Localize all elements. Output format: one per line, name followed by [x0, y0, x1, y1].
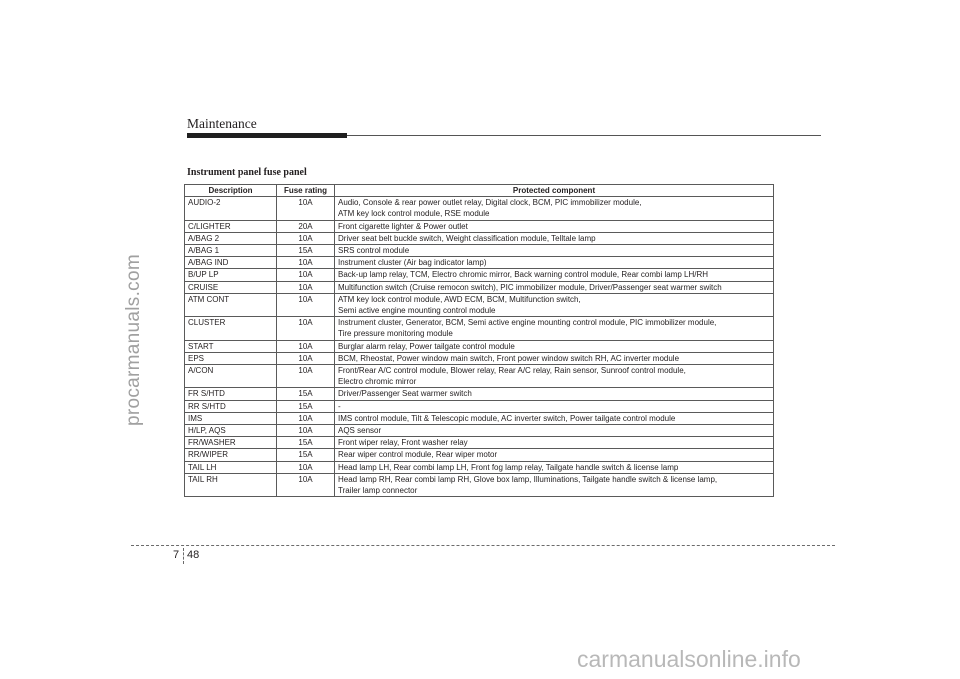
column-header-description: Description [185, 185, 277, 197]
fuse-description: CRUISE [185, 281, 277, 293]
fuse-rating: 10A [277, 197, 335, 220]
fuse-description: A/BAG IND [185, 257, 277, 269]
protected-component-line: SRS control module [338, 246, 410, 256]
protected-component-line: Driver/Passenger Seat warmer switch [338, 389, 472, 399]
fuse-description: EPS [185, 352, 277, 364]
protected-component [335, 293, 774, 316]
watermark-left: procarmanuals.com [123, 254, 144, 426]
protected-component [335, 257, 774, 269]
watermark-bottom: carmanualsonline.info [577, 646, 801, 672]
footer-divider [183, 548, 184, 564]
fuse-rating: 20A [277, 220, 335, 232]
protected-component-line: Audio, Console & rear power outlet relay, Digital clock, BCM, PIC immobilizer module, [338, 198, 642, 208]
protected-component [335, 281, 774, 293]
table-title: Instrument panel fuse panel [187, 167, 307, 178]
fuse-rating: 10A [277, 340, 335, 352]
fuse-rating: 10A [277, 317, 335, 340]
header-rule-line [347, 135, 821, 136]
protected-component [335, 449, 774, 461]
column-header-rating: Fuse rating [277, 185, 335, 197]
section-title: Maintenance [187, 116, 257, 131]
table-row [185, 340, 774, 352]
table-row [185, 232, 774, 244]
fuse-rating: 15A [277, 245, 335, 257]
page-number: 48 [187, 549, 200, 561]
table-row [185, 473, 774, 496]
protected-component [335, 245, 774, 257]
table-row [185, 245, 774, 257]
table-body [185, 197, 774, 497]
footer-rule [131, 545, 835, 546]
fuse-rating: 15A [277, 449, 335, 461]
fuse-description: ATM CONT [185, 293, 277, 316]
protected-component-line: Front cigarette lighter & Power outlet [338, 221, 468, 231]
table-row [185, 220, 774, 232]
fuse-description: B/UP LP [185, 269, 277, 281]
protected-component-line: Semi active engine mounting control module [338, 306, 496, 316]
table-row [185, 437, 774, 449]
fuse-rating: 10A [277, 269, 335, 281]
table-row [185, 317, 774, 340]
protected-component [335, 232, 774, 244]
table-row [185, 449, 774, 461]
protected-component-line: IMS control module, Tilt & Telescopic module, AC inverter switch, Power tailgate control module [338, 413, 676, 423]
table-row [185, 293, 774, 316]
protected-component [335, 317, 774, 340]
table-row [185, 257, 774, 269]
protected-component [335, 461, 774, 473]
fuse-rating: 10A [277, 257, 335, 269]
fuse-rating: 15A [277, 400, 335, 412]
protected-component [335, 365, 774, 388]
table-row [185, 412, 774, 424]
protected-component-line: Instrument cluster, Generator, BCM, Semi active engine mounting control module, PIC immobilizer module, [338, 318, 717, 328]
fuse-description: H/LP, AQS [185, 425, 277, 437]
protected-component-line: Tire pressure monitoring module [338, 329, 453, 339]
fuse-description: C/LIGHTER [185, 220, 277, 232]
protected-component-line: Electro chromic mirror [338, 377, 417, 387]
protected-component-line: Front wiper relay, Front washer relay [338, 438, 468, 448]
table-row [185, 461, 774, 473]
fuse-rating: 10A [277, 281, 335, 293]
protected-component-line: Head lamp LH, Rear combi lamp LH, Front fog lamp relay, Tailgate handle switch & license lamp [338, 462, 679, 472]
fuse-description: A/BAG 1 [185, 245, 277, 257]
protected-component-line: Trailer lamp connector [338, 486, 418, 496]
fuse-rating: 10A [277, 232, 335, 244]
fuse-description: FR S/HTD [185, 388, 277, 400]
protected-component [335, 388, 774, 400]
table-row [185, 365, 774, 388]
protected-component [335, 220, 774, 232]
fuse-rating: 10A [277, 461, 335, 473]
table-row [185, 425, 774, 437]
fuse-description: START [185, 340, 277, 352]
fuse-rating: 10A [277, 293, 335, 316]
fuse-rating: 10A [277, 425, 335, 437]
fuse-table [184, 184, 774, 497]
protected-component-line: Head lamp RH, Rear combi lamp RH, Glove box lamp, Illuminations, Tailgate handle switch & license lamp, [338, 474, 718, 484]
protected-component-line: BCM, Rheostat, Power window main switch, Front power window switch RH, AC inverter module [338, 353, 680, 363]
protected-component-line: ATM key lock control module, AWD ECM, BCM, Multifunction switch, [338, 294, 581, 304]
fuse-rating: 10A [277, 473, 335, 496]
column-header-component: Protected component [335, 185, 774, 197]
protected-component [335, 473, 774, 496]
page-chapter: 7 [173, 549, 180, 561]
protected-component [335, 400, 774, 412]
protected-component-line: Driver seat belt buckle switch, Weight classification module, Telltale lamp [338, 233, 596, 243]
fuse-rating: 10A [277, 352, 335, 364]
fuse-description: RR/WIPER [185, 449, 277, 461]
protected-component [335, 412, 774, 424]
table-row [185, 269, 774, 281]
protected-component [335, 340, 774, 352]
fuse-description: FR/WASHER [185, 437, 277, 449]
fuse-description: TAIL RH [185, 473, 277, 496]
protected-component-line: Multifunction switch (Cruise remocon switch), PIC immobilizer module, Driver/Passenger seat warmer switch [338, 282, 722, 292]
protected-component [335, 269, 774, 281]
protected-component [335, 437, 774, 449]
table-row [185, 281, 774, 293]
protected-component-line: Burglar alarm relay, Power tailgate control module [338, 341, 515, 351]
header-rule-accent [187, 133, 347, 138]
protected-component [335, 425, 774, 437]
table-header-row [185, 185, 774, 197]
fuse-description: A/BAG 2 [185, 232, 277, 244]
fuse-description: CLUSTER [185, 317, 277, 340]
fuse-rating: 15A [277, 437, 335, 449]
fuse-description: TAIL LH [185, 461, 277, 473]
fuse-rating: 10A [277, 365, 335, 388]
table-row [185, 400, 774, 412]
protected-component-line: AQS sensor [338, 426, 382, 436]
protected-component-line: Rear wiper control module, Rear wiper motor [338, 450, 498, 460]
table-row [185, 388, 774, 400]
fuse-rating: 10A [277, 412, 335, 424]
protected-component [335, 197, 774, 220]
protected-component-line: Instrument cluster (Air bag indicator lamp) [338, 258, 487, 268]
protected-component [335, 352, 774, 364]
fuse-description: AUDIO-2 [185, 197, 277, 220]
fuse-rating: 15A [277, 388, 335, 400]
fuse-description: RR S/HTD [185, 400, 277, 412]
header-rule [187, 133, 821, 138]
fuse-description: IMS [185, 412, 277, 424]
protected-component-line: ATM key lock control module, RSE module [338, 209, 490, 219]
table-row [185, 197, 774, 220]
protected-component-line: Back-up lamp relay, TCM, Electro chromic mirror, Back warning control module, Rear combi lamp LH/RH [338, 270, 709, 280]
fuse-description: A/CON [185, 365, 277, 388]
protected-component-line: Front/Rear A/C control module, Blower relay, Rear A/C relay, Rain sensor, Sunroof control module, [338, 366, 686, 376]
protected-component-line: - [338, 401, 341, 411]
table-row [185, 352, 774, 364]
